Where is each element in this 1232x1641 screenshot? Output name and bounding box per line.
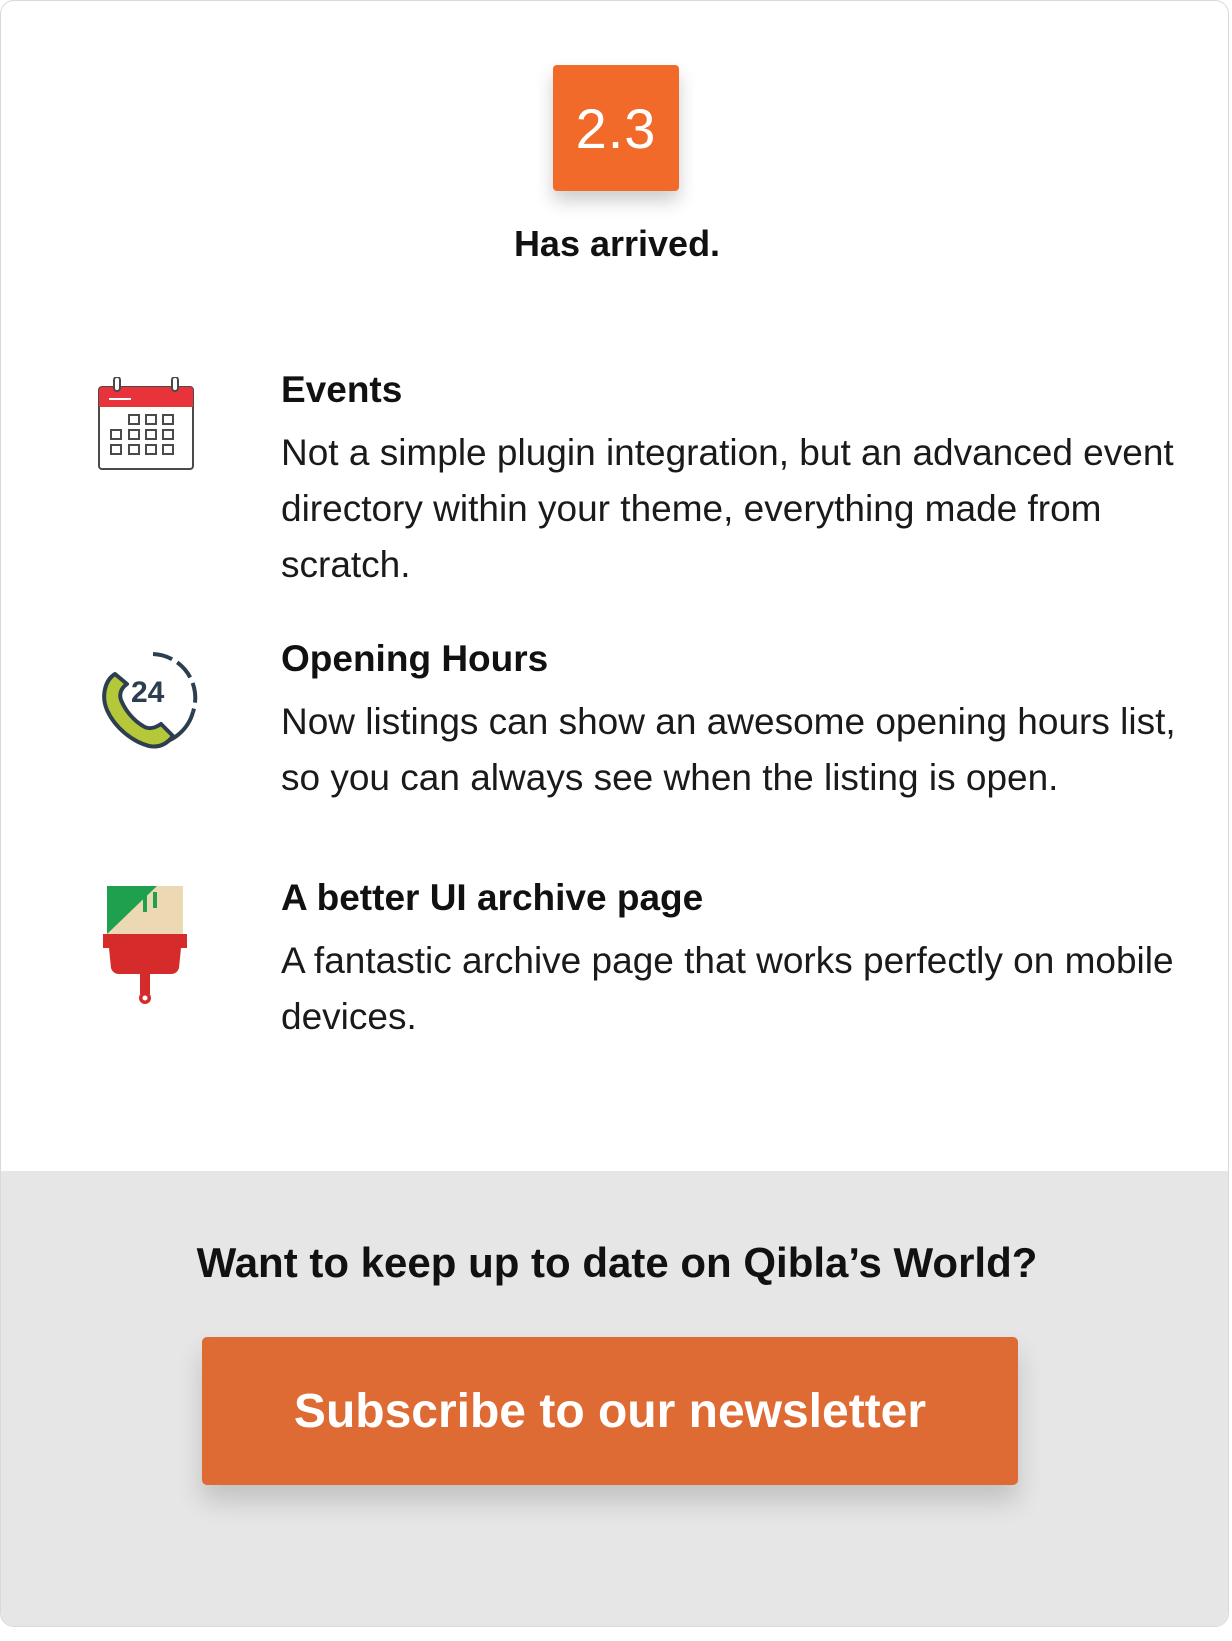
version-badge	[553, 65, 679, 191]
feature-title: Opening Hours	[281, 638, 549, 679]
feature-title: A better UI archive page	[281, 877, 704, 918]
feature-description: Not a simple plugin integration, but an advanced event directory within your theme, everything made from scratch.	[281, 432, 1174, 585]
paint-brush-icon	[103, 886, 187, 1011]
subscribe-button-label: Subscribe to our newsletter	[293, 1384, 927, 1438]
version-number: 2.3	[575, 96, 657, 160]
feature-description: A fantastic archive page that works perfectly on mobile devices.	[281, 940, 1174, 1037]
feature-title: Events	[281, 369, 403, 410]
phone-24-hours-icon	[93, 646, 203, 761]
newsletter-question: Want to keep up to date on Qibla’s World?	[196, 1239, 1038, 1286]
newsletter-section	[1, 1171, 1229, 1627]
feature-description: Now listings can show an awesome opening hours list, so you can always see when the listing is open.	[281, 701, 1176, 798]
svg-text:24: 24	[131, 676, 165, 709]
release-tagline: Has arrived.	[513, 223, 721, 264]
subscribe-button[interactable]	[202, 1337, 1018, 1485]
calendar-icon	[97, 377, 197, 476]
